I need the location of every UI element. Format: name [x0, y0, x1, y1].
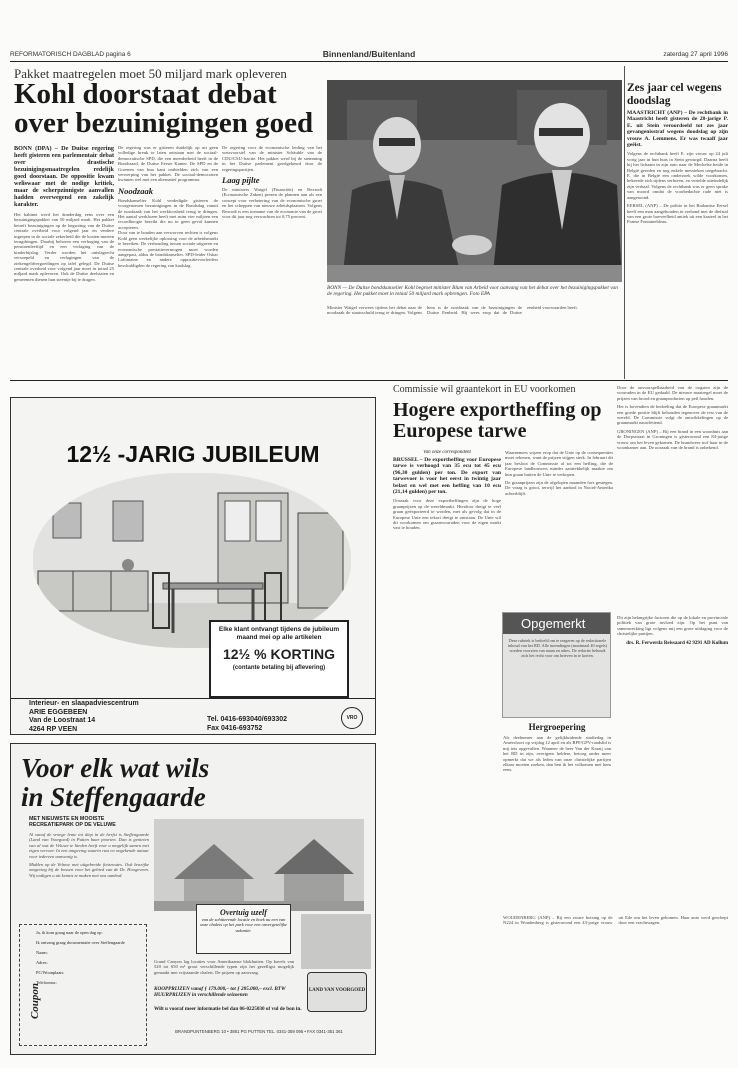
store-street: Van de Loostraat 14	[29, 717, 96, 724]
ad-footer-rule	[11, 698, 375, 699]
steff-offer-title: Overtuig uzelf	[220, 908, 267, 917]
mid-headline: Hogere exportheffing op Europese tarwe	[393, 399, 602, 442]
steff-intro-2: Midden op de Veluwe met uitgebreide fietsroutes. Ook bosrijke omgeving bij de bossen voor het gebied van de Dr. Hoogeveen. Wij nodigen u uit kennis te maken met ons aanbod.	[29, 862, 149, 878]
issue-date: zaterdag 27 april 1996	[663, 51, 728, 58]
steff-title-line2: in Steffengaarde	[21, 782, 206, 812]
mid-body-4: De graanprijzen zijn de afgelopen maanden fors gestegen. De vraag is groot, terwijl het aanbod in Noord-Amerika achterblijft.	[505, 480, 613, 496]
sidebar-col	[627, 110, 728, 380]
store-fax: Fax 0416-693752	[207, 724, 263, 732]
opgemerkt-body2: Dit zijn belangrijke factoren die op de lokale en provinciale politiek van grote invloed zijn. Op het punt van samenwerking ligt volgens mij een grote uitdaging voor de christelijke partijen.	[617, 615, 728, 637]
bottom-news	[503, 915, 728, 1055]
section-rule	[10, 380, 728, 381]
sidebar-lead: MAASTRICHT (ANP) – De rechtbank in Maastricht heeft gisteren de 28-jarige P. E. uit Stein veroordeeld tot zes jaar gevangenisstraf wegens doodslag op zijn vrouw A. Lemmens. Er was twaalf jaar geëist.	[627, 110, 728, 149]
mid-col-1	[393, 450, 501, 610]
jubileum-title: 12½ -JARIG JUBILEUM	[66, 441, 320, 467]
promo-line1: Elke klant ontvangt tijdens de jubileum maand mei op alle artikelen	[218, 626, 340, 641]
opgemerkt-intro: Deze rubriek is bedoeld om te reageren op de redactionele inhoud van het RD. Alle inzendingen (maximaal 40 regels) worden voorzien van naam en adres. De redactie behoudt zich het recht voor om brieven in te korten.	[508, 638, 607, 658]
steff-intro	[29, 832, 149, 922]
coupon-line-5[interactable]: PC/Woonplaats:	[36, 970, 65, 975]
coupon-fields	[36, 928, 143, 988]
mid-body-3: Waarnemers wijzen erop dat de Unie op de consequenties moet rekenen, want de prijzen stijgen sterk. In februari dit jaar besloot de Commissie al tot een heffing, die de Europese landbouwers minder aantrekkelijk maakte om hun graan buiten de Unie te verkopen.	[505, 450, 613, 477]
steff-photo-top	[154, 819, 364, 911]
steff-subtitle: MET NIEUWSTE EN MOOISTE RECREATIEPARK OP DE VELUWE	[29, 816, 116, 829]
photo-caption	[327, 285, 622, 297]
coupon-label: Coupon	[29, 982, 42, 1020]
steff-koopprijzen: KOOPPRIJZEN vanaf ƒ 179.000,– tot ƒ 285.000,– excl. BTW	[154, 986, 286, 992]
opgemerkt-title: Opgemerkt	[503, 613, 610, 634]
steff-title-line1: Voor elk wat wils	[21, 753, 210, 783]
steff-title	[21, 754, 209, 812]
main-kicker: Pakket maatregelen moet 50 miljard mark opleveren	[14, 66, 287, 81]
ad-jubileum	[10, 397, 376, 735]
coupon-line-3[interactable]: Naam:	[36, 950, 48, 955]
opgemerkt-signature: drs. R. Ferwerda Reissaard 42 9291 AD Kollum	[626, 640, 728, 646]
main-col-1	[14, 145, 114, 377]
store-info	[29, 700, 139, 734]
mid-body-1: Oorzaak voor deze exportheffingen zijn de hoge graanprijzen op de wereldmarkt. Hierdoor dreigt te veel graan geëxporteerd te worden, met als gevolg dat in de Europese Unie een tekort dreigt te ontstaan. De Unie wil dit voorkomen om graanvoorraden voor de eigen markt vast te houden.	[393, 498, 501, 531]
sidebar-rule	[624, 66, 625, 379]
discount-text: 12½ % KORTING	[222, 646, 336, 662]
steff-offer-text: van de schitterende locatie en boek nu een van onze chalets op het park voor een onvergetelijke vakantie.	[200, 917, 287, 933]
photo-illustration	[327, 80, 622, 282]
steff-photo-small	[301, 914, 371, 969]
main-col-2	[118, 145, 218, 377]
main-body-3: Bondskanselier Kohl verdedigde gisteren de voorgenomen bezuinigingen in de Bondsdag vanuit de noodzaak van het werkloosheid terug te dringen. Het aantal werklozen heeft met ruim vier miljoen een recordhoogte bereikt die nu in geen geval kunnen accepteren.	[118, 197, 218, 230]
main-headline: Kohl doorstaat debat over bezuinigingen goed	[14, 78, 314, 139]
main-body-1: Het kabinet werd het donderdag eens over een bezuinigingspakket van 50 miljard mark. Het pakket betreft bezuinigingen op de begroting van de Duitse centrale overheid voor volgend jaar en verdere ingrepen in de sociale zekerheid die de kosten moeten terugdringen. Daarbij behoren een verhoging van de pensioenleeftijd en een verlaging van de kinderbijslag. Verder worden het ontslagrecht versoepeld en verlagingen van de ziekengeldvergoedingen op tafel gelegd. De Duitse centrale overheid voor volgend jaar moet in totaal 25 miljard mark opleveren. Ook de Duitse deelstaten en gemeenten dienen hun steentje bij te dragen.	[14, 212, 114, 282]
mid-lead: BRUSSEL – De exportheffing voor Europese tarwe is verhoogd van 35 ecu tot 45 ecu (96,30 gulden) per ton. De export van tarwevoer is voor het eerst in twintig jaar belast en wel met een heffing van 10 ecu (21,14 gulden) per ton.	[393, 457, 501, 496]
store-type: Interieur- en slaapadviescentrum	[29, 700, 139, 707]
steff-prices	[154, 986, 304, 999]
main-body-2: De regering was er gisteren duidelijk op uit geen volledige breuk te laten ontstaan met de sociaal-democratische SPD, die een meerderheid heeft in de Bondsraad, de Duitse Eerste Kamer. De SPD en de Groenen van hun kant onthielden zich van een verwerping van het pakket. De sociaal-democraten kwamen wel met een alternatief programma.	[118, 145, 218, 183]
opgemerkt-item2: WOUDENBERG (ANP) – Bij een zware botsing op de N224 in Woudenberg is gisteravond een 43-jarige vrouw uit Ede om het leven gekomen. Haar auto werd geschept door een vrachtwagen.	[503, 915, 728, 926]
steff-logo: LAND VAN VOORGOED	[307, 972, 367, 1012]
main-lead: BONN (DPA) – De Duitse regering heeft gisteren een parlementair debat over drastische bezuinigingsmaatregelen redelijk goed doorstaan. De oppositie kwam weliswaar met de nodige kritiek, maar de scherpzinnigste aanvallen hadden overwegend een zakelijk karakter.	[14, 145, 114, 208]
steff-text-block: Grand Canyon lag locaties voor Amerikaanse blokhutten. Op kavels van 520 tot 650 m² groot verschillende typen zijn het gezelligst mogelijk gemaakt met vrijstaande chalets. De prijzen op aanvraag.	[154, 959, 294, 975]
masthead	[10, 48, 728, 60]
store-name: ARIE EGGEBEEN	[29, 708, 88, 716]
mid-col-3	[617, 385, 728, 611]
coupon-line-2[interactable]: Ik ontvang graag documentatie over Steffengaarde	[36, 940, 125, 945]
opgemerkt-box	[502, 612, 611, 718]
steff-address: BRANDPUNTENBERG 10 • 3881 PG PUTTEN TEL. 0341-359 095 • FAX 0341-351 361	[175, 1029, 343, 1034]
store-tel: Tel. 0416-693040/693302	[207, 716, 288, 723]
steff-bel-text: Wilt u vooraf meer informatie bel dan 06-0225030 of vul de bon in.	[154, 1006, 302, 1012]
steff-huurprijzen: HUURPRIJZEN in verschillende seizoenen	[154, 992, 248, 999]
mid-kicker: Commissie wil graantekort in EU voorkomen	[393, 384, 576, 395]
main-col-3	[222, 145, 322, 377]
discount-box	[209, 620, 349, 698]
section-title: Binnenland/Buitenland	[322, 49, 416, 59]
photo-credit: Foto EPA	[469, 291, 490, 298]
main-subhead-2: Laag pijlte	[222, 175, 260, 186]
steff-coupon[interactable]	[19, 924, 147, 1046]
mid-body-2: Door de onvoorspelbaarheid van de oogsten zijn de voorraden in de EU gedaald. De nieuwe maatregel moet de prijzen van brood en graanproducten op peil houden.	[617, 385, 728, 401]
main-col-4	[327, 305, 622, 377]
kohl-photo	[327, 80, 622, 282]
masthead-rule	[10, 61, 728, 62]
steff-offer-box	[196, 904, 291, 954]
opgemerkt-col-1	[503, 722, 611, 912]
vro-badge: VRO	[341, 707, 363, 729]
main-subhead-1: Noodzaak	[118, 185, 153, 196]
opgemerkt-col-2	[617, 615, 728, 915]
coupon-line-1[interactable]: Ja, ik kom graag naar de open dag op:	[36, 930, 103, 935]
coupon-line-4[interactable]: Adres:	[36, 960, 48, 965]
caption-text: BONN — De Duitse bondskanselier Kohl begroet minister Blum van Arbeid voor aanvang van het debat over het bezuinigingspakket van de regering. Het pakket moet in totaal 50 miljard mark opbrengen.	[327, 285, 618, 298]
main-body-5: De regering voor de economische leiding van het wetsvoorstel van de minister Schäuble van de CDU/CSU-fractie. Het pakket werd bij de stemming in het Duitse parlement goedgekeurd door de regeringspartijen.	[222, 145, 322, 172]
paper-name: REFORMATORISCH DAGBLAD pagina 6	[10, 51, 131, 58]
main-body-4: Door van te houden aan verworven rechten is volgens Kohl geen werkelijke oplossing voor de arbeidsmarkt te bereiken. De verhouding tussen sociale uitgaven en economische prestatievermogen moet worden aangepast, aldus de bondskanselier. SPD-leider Oskar Lafontaine en andere oppositievoorleiders beschuldigden de regering van kaalslag.	[118, 230, 218, 268]
sidebar-item2: EERSEL (ANP) – De politie in het Brabantse Eersel heeft een man aangehouden in verband met de diefstal van een grote hoeveelheid antiek uit een kasteel in het Franse Fontainebleau.	[627, 203, 728, 225]
mid-byline: Van onze correspondent	[423, 450, 471, 455]
sidebar-body: Volgens de rechtbank heeft E. zijn vrouw op 24 juli vorig jaar in hun huis in Stein gewurgd. Daarna heeft hij het lichaam in zijn auto naar de Mechelse heide in België gereden en nog enkele messteken toegebracht. E. die in België een onderzoek wilde voorkomen, bekeerde zich tijdens verhoren, en vertelde uiteindelijk zijn verhaal. Volgens de rechtbank was er geen sprake van moord omdat de voorbedachte rade niet is aangetoond.	[627, 151, 728, 200]
sidebar-title: Zes jaar cel wegens doodslag	[627, 82, 722, 107]
opgemerkt-body: Als deelnemer aan de gelijkluidende studiedag in Amersfoort op vrijdag 12 april en als RPF/GPV-raadslid is mij iets opgevallen. Wanneer de heer Van der Kraaij van het RD in zijn, overigens heldere, betoog onder meer opmerkt dat we als leden van onze christelijke partijen elkaar moeten zoeken, dan ben ik het volkomen met hem eens.	[503, 735, 611, 773]
store-contact	[207, 716, 287, 733]
ad-steffengaarde	[10, 743, 376, 1055]
opgemerkt-subhead: Hergroepering	[528, 722, 586, 732]
steff-intro-1: Al vanaf de vroege lente tot diep in de herfst is Steffengaarde (Land van Voorgoed) in Putten haar poorten. Dan is genieten van al wat de Veluwe te bieden heeft voor u mogelijk samen met eigen vervoer. In een omgeving waarin rust en ongekende natuur voor iedereen aanwezig is.	[29, 832, 149, 859]
promo-line2: (contante betaling bij aflevering)	[232, 665, 326, 671]
main-body-7: Minister Waigel verwees tijdens het debat naar de noodzaak de staatsschuld terug te dringen. Volgens hem is de noodzaak van de bezuinigingen de Duitse Eenheid. Hij wees erop dat de Duitse eenheid voorwaarden heeft.	[327, 305, 578, 316]
main-body-6: De ministers Waigel (Financiën) en Rexrodt (Economische Zaken) prezen de plannen aan als een concept voor verbetering van de economische groei en het scheppen van nieuwe arbeidsplaatsen. Volgens Rexrodt is een toename van de economie van de groei voor dit jaar nog verwachten tot 0,75 procent.	[222, 187, 322, 220]
mid-col-2	[505, 450, 613, 610]
store-city: 4264 RP VEEN	[29, 725, 78, 733]
mid-body-5: Het is bovendien de bedoeling dat de Europese graanmarkt een goede positie blijft behouden tegenover de rest van de wereld. De Commissie volgt de ontwikkelingen op de graanmarkt nauwlettend.	[617, 404, 728, 426]
mid-item2: GRONINGEN (ANP) – Bij een brand in een woonhuis aan de Dorpsstraat in Groningen is gisteravond een 84-jarige vrouw om het leven gekomen. De brandweer trof haar in de woonkamer aan. De oorzaak van de brand is onbekend.	[617, 428, 728, 451]
coupon-line-6[interactable]: Telefoonnr.:	[36, 980, 58, 985]
